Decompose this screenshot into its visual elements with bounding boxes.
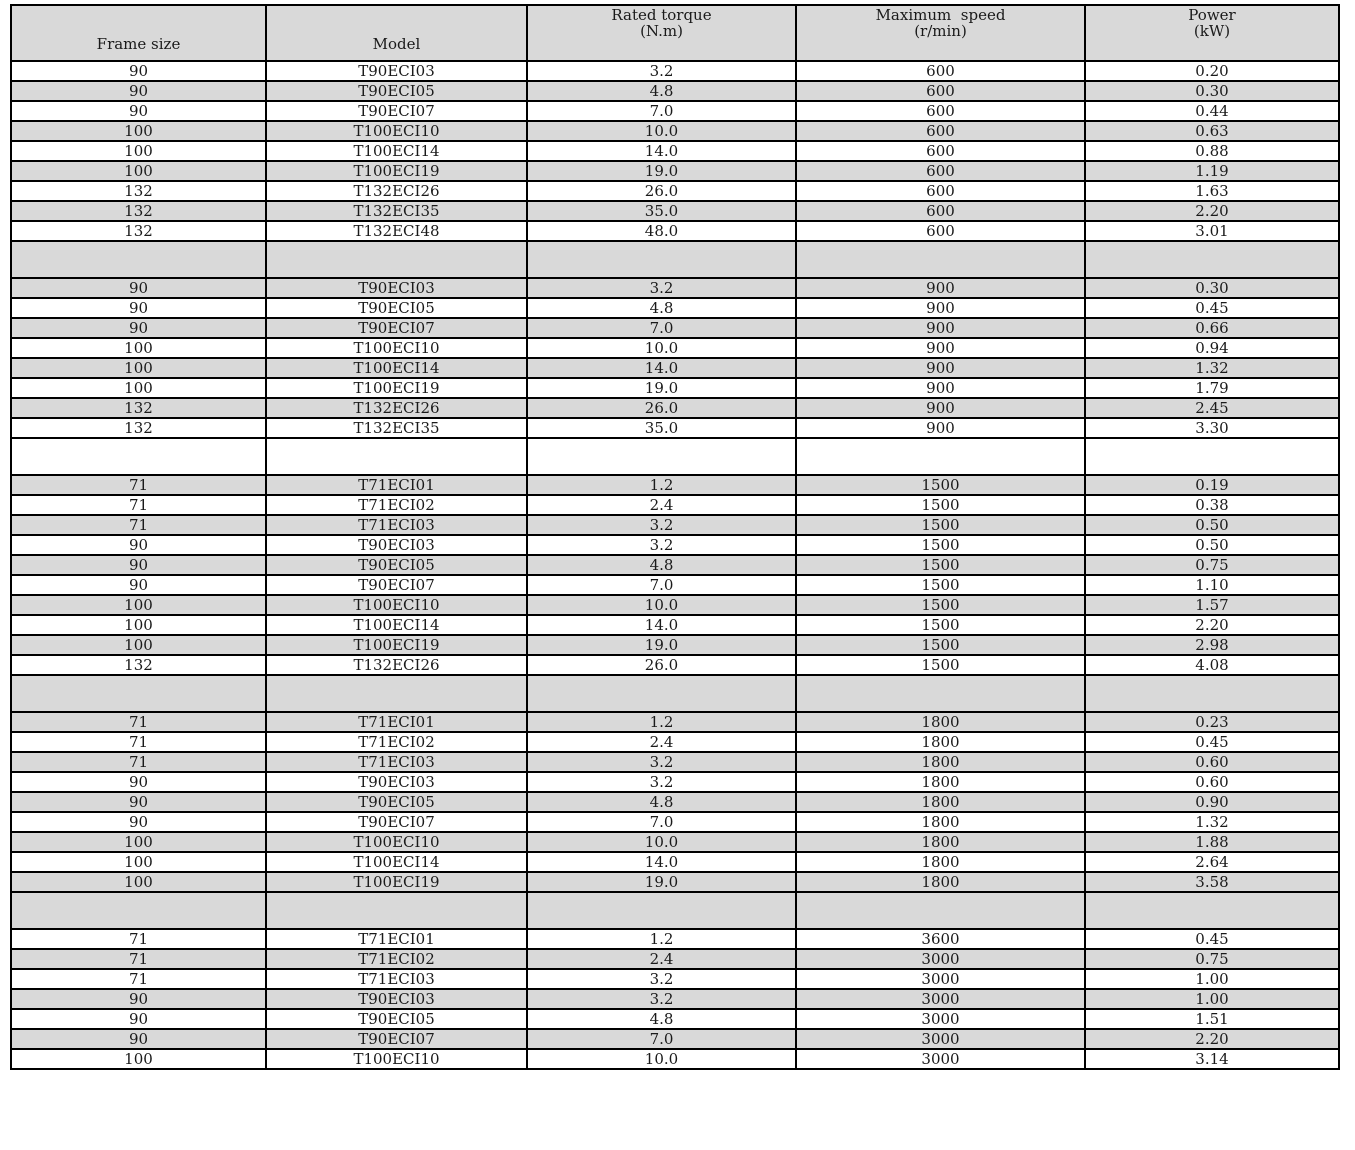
max-speed-cell: 600 <box>796 201 1085 221</box>
rated-torque-cell: 4.8 <box>527 1009 796 1029</box>
table-row <box>11 535 1339 555</box>
table-row <box>11 221 1339 241</box>
model-cell: T132ECI26 <box>266 181 527 201</box>
model-cell: T90ECI07 <box>266 812 527 832</box>
frame-size-cell: 90 <box>11 81 266 101</box>
rated-torque-cell: 19.0 <box>527 872 796 892</box>
power-cell: 0.45 <box>1085 298 1339 318</box>
model-cell: T90ECI07 <box>266 575 527 595</box>
model-cell: T90ECI05 <box>266 298 527 318</box>
max-speed-cell: 1500 <box>796 495 1085 515</box>
max-speed-cell: 1500 <box>796 515 1085 535</box>
max-speed-cell: 600 <box>796 81 1085 101</box>
frame-size-cell: 100 <box>11 161 266 181</box>
max-speed-cell: 600 <box>796 101 1085 121</box>
rated-torque-cell: 3.2 <box>527 989 796 1009</box>
table-row <box>11 792 1339 812</box>
max-speed-cell: 1500 <box>796 635 1085 655</box>
power-cell: 0.30 <box>1085 278 1339 298</box>
max-speed-cell: 3000 <box>796 1029 1085 1049</box>
max-speed-cell: 600 <box>796 181 1085 201</box>
empty-cell <box>527 241 796 278</box>
rated-torque-cell: 48.0 <box>527 221 796 241</box>
frame-size-cell: 100 <box>11 832 266 852</box>
power-cell: 3.58 <box>1085 872 1339 892</box>
model-cell: T100ECI14 <box>266 852 527 872</box>
model-cell: T100ECI19 <box>266 161 527 181</box>
frame-size-cell: 90 <box>11 298 266 318</box>
group-separator-row <box>11 675 1339 712</box>
model-cell: T90ECI03 <box>266 535 527 555</box>
table-row <box>11 398 1339 418</box>
power-cell: 0.19 <box>1085 475 1339 495</box>
table-row <box>11 852 1339 872</box>
max-speed-cell: 1800 <box>796 772 1085 792</box>
model-cell: T71ECI01 <box>266 712 527 732</box>
header-rated-torque: Rated torque (N.m) <box>527 5 796 61</box>
power-cell: 1.88 <box>1085 832 1339 852</box>
empty-cell <box>11 892 266 929</box>
header-row <box>11 5 1339 61</box>
model-cell: T90ECI03 <box>266 278 527 298</box>
table-row <box>11 101 1339 121</box>
max-speed-cell: 3000 <box>796 1009 1085 1029</box>
power-cell: 1.63 <box>1085 181 1339 201</box>
power-cell: 2.20 <box>1085 615 1339 635</box>
power-cell: 2.20 <box>1085 201 1339 221</box>
table-row <box>11 181 1339 201</box>
table-row <box>11 475 1339 495</box>
power-cell: 1.32 <box>1085 812 1339 832</box>
empty-cell <box>1085 675 1339 712</box>
frame-size-cell: 90 <box>11 535 266 555</box>
rated-torque-cell: 3.2 <box>527 772 796 792</box>
table-row <box>11 378 1339 398</box>
frame-size-cell: 100 <box>11 872 266 892</box>
rated-torque-cell: 1.2 <box>527 929 796 949</box>
max-speed-cell: 1800 <box>796 752 1085 772</box>
model-cell: T71ECI02 <box>266 495 527 515</box>
power-cell: 2.98 <box>1085 635 1339 655</box>
table-row <box>11 201 1339 221</box>
max-speed-cell: 3000 <box>796 969 1085 989</box>
table-row <box>11 515 1339 535</box>
model-cell: T71ECI02 <box>266 732 527 752</box>
group-separator-row <box>11 892 1339 929</box>
frame-size-cell: 90 <box>11 772 266 792</box>
frame-size-cell: 132 <box>11 201 266 221</box>
table-row <box>11 752 1339 772</box>
table-row <box>11 1029 1339 1049</box>
empty-cell <box>527 675 796 712</box>
header-model: Model <box>266 5 527 61</box>
frame-size-cell: 100 <box>11 595 266 615</box>
max-speed-cell: 1500 <box>796 555 1085 575</box>
power-cell: 0.75 <box>1085 949 1339 969</box>
rated-torque-cell: 14.0 <box>527 852 796 872</box>
empty-cell <box>11 675 266 712</box>
rated-torque-cell: 7.0 <box>527 1029 796 1049</box>
table-row <box>11 872 1339 892</box>
power-cell: 2.64 <box>1085 852 1339 872</box>
group-separator-row <box>11 438 1339 475</box>
max-speed-cell: 900 <box>796 418 1085 438</box>
rated-torque-cell: 7.0 <box>527 318 796 338</box>
table-row <box>11 712 1339 732</box>
rated-torque-cell: 14.0 <box>527 358 796 378</box>
rated-torque-cell: 4.8 <box>527 81 796 101</box>
table-row <box>11 655 1339 675</box>
power-cell: 1.00 <box>1085 969 1339 989</box>
table-row <box>11 635 1339 655</box>
power-cell: 3.14 <box>1085 1049 1339 1069</box>
power-cell: 2.20 <box>1085 1029 1339 1049</box>
empty-cell <box>1085 438 1339 475</box>
frame-size-cell: 132 <box>11 418 266 438</box>
max-speed-cell: 900 <box>796 338 1085 358</box>
power-cell: 1.51 <box>1085 1009 1339 1029</box>
model-cell: T90ECI03 <box>266 772 527 792</box>
empty-cell <box>527 438 796 475</box>
frame-size-cell: 100 <box>11 121 266 141</box>
table-row <box>11 338 1339 358</box>
model-cell: T100ECI14 <box>266 141 527 161</box>
model-cell: T71ECI01 <box>266 475 527 495</box>
rated-torque-cell: 7.0 <box>527 575 796 595</box>
frame-size-cell: 90 <box>11 61 266 81</box>
power-cell: 0.44 <box>1085 101 1339 121</box>
power-cell: 3.30 <box>1085 418 1339 438</box>
empty-cell <box>796 438 1085 475</box>
frame-size-cell: 90 <box>11 989 266 1009</box>
model-cell: T100ECI10 <box>266 595 527 615</box>
power-cell: 0.50 <box>1085 535 1339 555</box>
power-cell: 1.57 <box>1085 595 1339 615</box>
rated-torque-cell: 4.8 <box>527 792 796 812</box>
frame-size-cell: 71 <box>11 929 266 949</box>
max-speed-cell: 1500 <box>796 655 1085 675</box>
frame-size-cell: 132 <box>11 655 266 675</box>
rated-torque-cell: 1.2 <box>527 712 796 732</box>
frame-size-cell: 71 <box>11 732 266 752</box>
model-cell: T132ECI26 <box>266 655 527 675</box>
power-cell: 0.94 <box>1085 338 1339 358</box>
frame-size-cell: 90 <box>11 555 266 575</box>
power-cell: 0.38 <box>1085 495 1339 515</box>
rated-torque-cell: 2.4 <box>527 495 796 515</box>
rated-torque-cell: 2.4 <box>527 732 796 752</box>
max-speed-cell: 600 <box>796 161 1085 181</box>
max-speed-cell: 600 <box>796 141 1085 161</box>
table-row <box>11 929 1339 949</box>
model-cell: T71ECI01 <box>266 929 527 949</box>
max-speed-cell: 3000 <box>796 1049 1085 1069</box>
frame-size-cell: 90 <box>11 792 266 812</box>
header-maximum-speed: Maximum speed (r/min) <box>796 5 1085 61</box>
max-speed-cell: 900 <box>796 398 1085 418</box>
empty-cell <box>266 241 527 278</box>
empty-cell <box>796 675 1085 712</box>
power-cell: 0.66 <box>1085 318 1339 338</box>
table-row <box>11 61 1339 81</box>
rated-torque-cell: 10.0 <box>527 338 796 358</box>
max-speed-cell: 600 <box>796 61 1085 81</box>
model-cell: T132ECI26 <box>266 398 527 418</box>
table-row <box>11 812 1339 832</box>
model-cell: T132ECI35 <box>266 418 527 438</box>
rated-torque-cell: 35.0 <box>527 418 796 438</box>
table-row <box>11 989 1339 1009</box>
frame-size-cell: 90 <box>11 575 266 595</box>
rated-torque-cell: 2.4 <box>527 949 796 969</box>
max-speed-cell: 1500 <box>796 535 1085 555</box>
frame-size-cell: 71 <box>11 515 266 535</box>
model-cell: T71ECI03 <box>266 969 527 989</box>
power-cell: 0.50 <box>1085 515 1339 535</box>
model-cell: T90ECI07 <box>266 101 527 121</box>
model-cell: T132ECI48 <box>266 221 527 241</box>
empty-cell <box>527 892 796 929</box>
table-row <box>11 418 1339 438</box>
table-row <box>11 495 1339 515</box>
table-row <box>11 615 1339 635</box>
rated-torque-cell: 10.0 <box>527 1049 796 1069</box>
max-speed-cell: 1800 <box>796 852 1085 872</box>
power-cell: 1.79 <box>1085 378 1339 398</box>
header-power: Power (kW) <box>1085 5 1339 61</box>
table-row <box>11 949 1339 969</box>
model-cell: T100ECI10 <box>266 1049 527 1069</box>
max-speed-cell: 1800 <box>796 712 1085 732</box>
table-body <box>11 61 1339 1069</box>
rated-torque-cell: 26.0 <box>527 398 796 418</box>
frame-size-cell: 71 <box>11 949 266 969</box>
rated-torque-cell: 3.2 <box>527 515 796 535</box>
table-row <box>11 595 1339 615</box>
power-cell: 1.32 <box>1085 358 1339 378</box>
frame-size-cell: 100 <box>11 615 266 635</box>
frame-size-cell: 100 <box>11 338 266 358</box>
table-row <box>11 81 1339 101</box>
table-row <box>11 141 1339 161</box>
model-cell: T100ECI10 <box>266 338 527 358</box>
model-cell: T100ECI14 <box>266 358 527 378</box>
empty-cell <box>796 892 1085 929</box>
max-speed-cell: 3000 <box>796 989 1085 1009</box>
motor-spec-table <box>10 4 1340 1070</box>
model-cell: T100ECI14 <box>266 615 527 635</box>
frame-size-cell: 132 <box>11 181 266 201</box>
frame-size-cell: 71 <box>11 475 266 495</box>
max-speed-cell: 3600 <box>796 929 1085 949</box>
rated-torque-cell: 35.0 <box>527 201 796 221</box>
model-cell: T71ECI02 <box>266 949 527 969</box>
model-cell: T71ECI03 <box>266 752 527 772</box>
frame-size-cell: 100 <box>11 852 266 872</box>
power-cell: 0.75 <box>1085 555 1339 575</box>
max-speed-cell: 900 <box>796 298 1085 318</box>
empty-cell <box>11 438 266 475</box>
max-speed-cell: 900 <box>796 318 1085 338</box>
max-speed-cell: 1800 <box>796 832 1085 852</box>
max-speed-cell: 600 <box>796 121 1085 141</box>
rated-torque-cell: 3.2 <box>527 752 796 772</box>
power-cell: 0.23 <box>1085 712 1339 732</box>
table-row <box>11 732 1339 752</box>
table-header <box>11 5 1339 61</box>
frame-size-cell: 90 <box>11 812 266 832</box>
max-speed-cell: 600 <box>796 221 1085 241</box>
frame-size-cell: 100 <box>11 141 266 161</box>
model-cell: T100ECI19 <box>266 635 527 655</box>
max-speed-cell: 1500 <box>796 595 1085 615</box>
empty-cell <box>266 675 527 712</box>
model-cell: T100ECI19 <box>266 378 527 398</box>
rated-torque-cell: 10.0 <box>527 121 796 141</box>
rated-torque-cell: 7.0 <box>527 812 796 832</box>
rated-torque-cell: 19.0 <box>527 161 796 181</box>
max-speed-cell: 900 <box>796 378 1085 398</box>
table-row <box>11 318 1339 338</box>
max-speed-cell: 1800 <box>796 732 1085 752</box>
table-row <box>11 278 1339 298</box>
power-cell: 0.60 <box>1085 772 1339 792</box>
table-row <box>11 161 1339 181</box>
power-cell: 0.60 <box>1085 752 1339 772</box>
max-speed-cell: 900 <box>796 278 1085 298</box>
frame-size-cell: 100 <box>11 358 266 378</box>
table-row <box>11 358 1339 378</box>
rated-torque-cell: 7.0 <box>527 101 796 121</box>
rated-torque-cell: 10.0 <box>527 832 796 852</box>
max-speed-cell: 1500 <box>796 615 1085 635</box>
empty-cell <box>1085 892 1339 929</box>
model-cell: T100ECI10 <box>266 121 527 141</box>
empty-cell <box>266 438 527 475</box>
max-speed-cell: 900 <box>796 358 1085 378</box>
model-cell: T132ECI35 <box>266 201 527 221</box>
header-frame-size: Frame size <box>11 5 266 61</box>
table-row <box>11 1049 1339 1069</box>
rated-torque-cell: 19.0 <box>527 635 796 655</box>
power-cell: 0.45 <box>1085 732 1339 752</box>
rated-torque-cell: 1.2 <box>527 475 796 495</box>
power-cell: 2.45 <box>1085 398 1339 418</box>
table-row <box>11 969 1339 989</box>
model-cell: T100ECI19 <box>266 872 527 892</box>
power-cell: 1.19 <box>1085 161 1339 181</box>
rated-torque-cell: 19.0 <box>527 378 796 398</box>
frame-size-cell: 90 <box>11 1009 266 1029</box>
power-cell: 0.88 <box>1085 141 1339 161</box>
max-speed-cell: 1800 <box>796 872 1085 892</box>
max-speed-cell: 1800 <box>796 812 1085 832</box>
rated-torque-cell: 3.2 <box>527 969 796 989</box>
table-row <box>11 298 1339 318</box>
power-cell: 0.90 <box>1085 792 1339 812</box>
power-cell: 0.45 <box>1085 929 1339 949</box>
empty-cell <box>11 241 266 278</box>
power-cell: 0.63 <box>1085 121 1339 141</box>
frame-size-cell: 71 <box>11 752 266 772</box>
table-row <box>11 575 1339 595</box>
rated-torque-cell: 14.0 <box>527 141 796 161</box>
frame-size-cell: 71 <box>11 495 266 515</box>
table-row <box>11 772 1339 792</box>
rated-torque-cell: 3.2 <box>527 61 796 81</box>
frame-size-cell: 100 <box>11 635 266 655</box>
model-cell: T90ECI05 <box>266 81 527 101</box>
rated-torque-cell: 4.8 <box>527 298 796 318</box>
table-row <box>11 832 1339 852</box>
model-cell: T71ECI03 <box>266 515 527 535</box>
rated-torque-cell: 26.0 <box>527 181 796 201</box>
model-cell: T100ECI10 <box>266 832 527 852</box>
rated-torque-cell: 10.0 <box>527 595 796 615</box>
rated-torque-cell: 26.0 <box>527 655 796 675</box>
table-row <box>11 121 1339 141</box>
frame-size-cell: 90 <box>11 1029 266 1049</box>
rated-torque-cell: 4.8 <box>527 555 796 575</box>
model-cell: T90ECI03 <box>266 989 527 1009</box>
table-row <box>11 555 1339 575</box>
model-cell: T90ECI05 <box>266 792 527 812</box>
group-separator-row <box>11 241 1339 278</box>
model-cell: T90ECI05 <box>266 555 527 575</box>
max-speed-cell: 1800 <box>796 792 1085 812</box>
frame-size-cell: 100 <box>11 1049 266 1069</box>
frame-size-cell: 90 <box>11 101 266 121</box>
frame-size-cell: 132 <box>11 221 266 241</box>
frame-size-cell: 90 <box>11 318 266 338</box>
rated-torque-cell: 3.2 <box>527 535 796 555</box>
power-cell: 1.00 <box>1085 989 1339 1009</box>
table-row <box>11 1009 1339 1029</box>
max-speed-cell: 1500 <box>796 475 1085 495</box>
empty-cell <box>1085 241 1339 278</box>
frame-size-cell: 100 <box>11 378 266 398</box>
model-cell: T90ECI07 <box>266 1029 527 1049</box>
rated-torque-cell: 3.2 <box>527 278 796 298</box>
max-speed-cell: 1500 <box>796 575 1085 595</box>
empty-cell <box>266 892 527 929</box>
power-cell: 0.20 <box>1085 61 1339 81</box>
frame-size-cell: 132 <box>11 398 266 418</box>
max-speed-cell: 3000 <box>796 949 1085 969</box>
model-cell: T90ECI05 <box>266 1009 527 1029</box>
frame-size-cell: 71 <box>11 969 266 989</box>
power-cell: 4.08 <box>1085 655 1339 675</box>
frame-size-cell: 90 <box>11 278 266 298</box>
power-cell: 1.10 <box>1085 575 1339 595</box>
frame-size-cell: 71 <box>11 712 266 732</box>
model-cell: T90ECI03 <box>266 61 527 81</box>
empty-cell <box>796 241 1085 278</box>
model-cell: T90ECI07 <box>266 318 527 338</box>
power-cell: 3.01 <box>1085 221 1339 241</box>
power-cell: 0.30 <box>1085 81 1339 101</box>
rated-torque-cell: 14.0 <box>527 615 796 635</box>
